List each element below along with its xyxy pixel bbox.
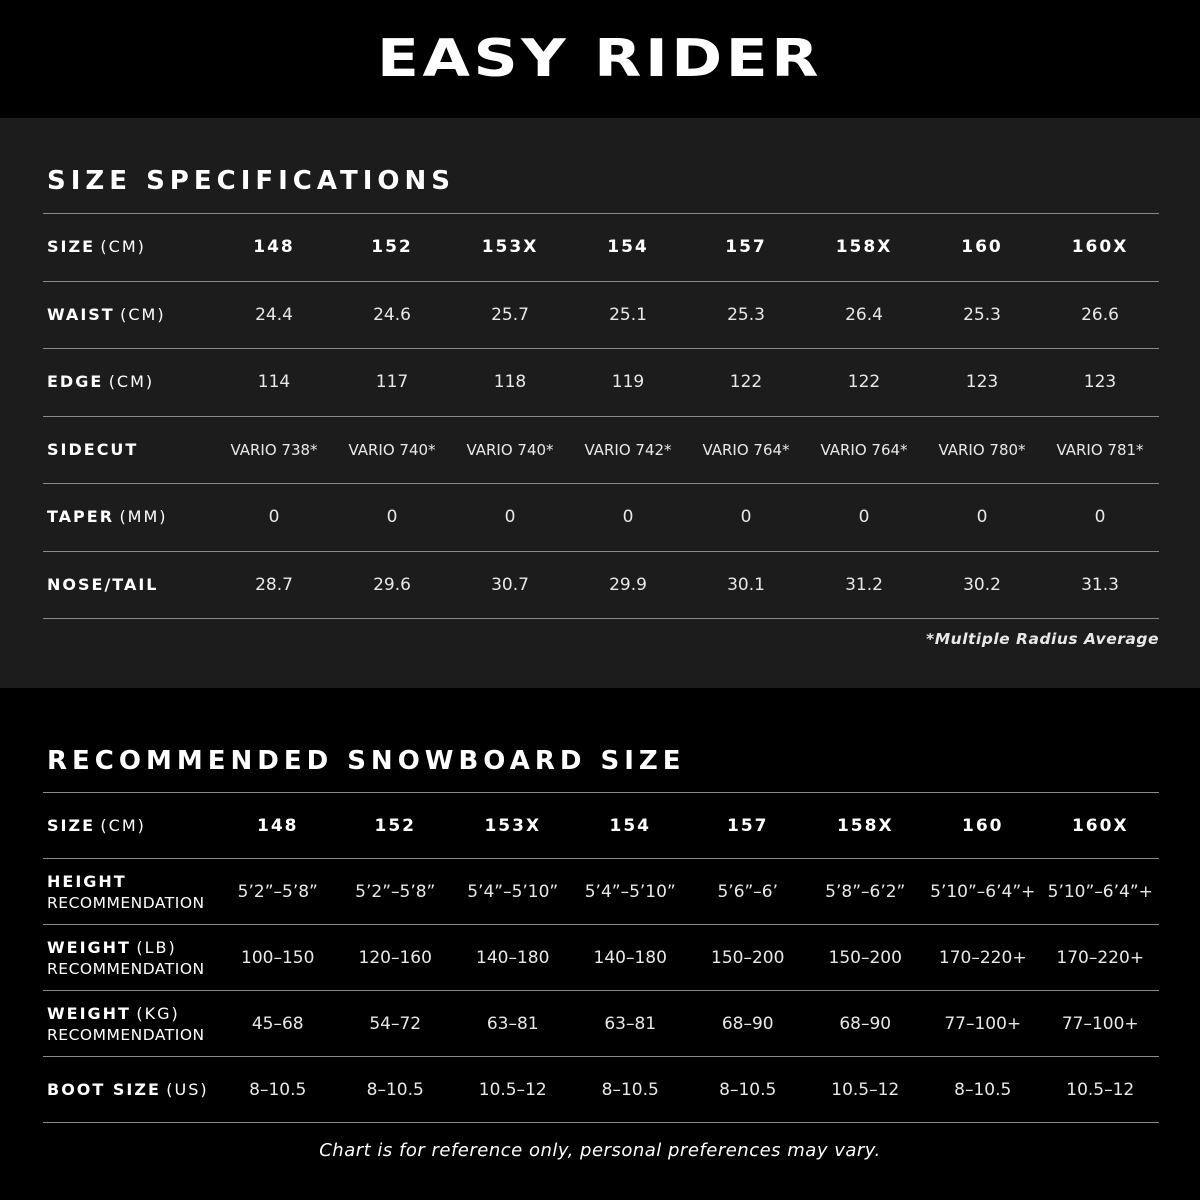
- table-cell: 24.6: [333, 281, 451, 349]
- table-cell: 10.5–12: [807, 1057, 925, 1123]
- table-cell: 0: [333, 484, 451, 552]
- page-header: [0, 0, 1200, 118]
- table-cell: VARIO 781*: [1041, 416, 1159, 484]
- row-label-unit: (CM): [100, 237, 146, 257]
- row-label-main: WAIST: [47, 304, 115, 324]
- row-label-main: TAPER: [47, 507, 115, 527]
- table-cell: VARIO 764*: [805, 416, 923, 484]
- table-cell: 122: [687, 349, 805, 417]
- table-cell: 170–220+: [924, 925, 1042, 991]
- table-cell: 0: [923, 484, 1041, 552]
- row-label: [43, 991, 219, 1057]
- table-cell: 68–90: [807, 991, 925, 1057]
- table-cell: 153X: [451, 214, 569, 282]
- table-cell: 0: [451, 484, 569, 552]
- row-label-main: WEIGHT: [47, 1003, 131, 1023]
- specs-heading: SIZE SPECIFICATIONS: [47, 166, 455, 196]
- table-cell: VARIO 764*: [687, 416, 805, 484]
- table-cell: 123: [1041, 349, 1159, 417]
- table-cell: 158X: [805, 214, 923, 282]
- table-cell: 25.1: [569, 281, 687, 349]
- table-cell: 5’10”–6’4”+: [1042, 859, 1160, 925]
- row-label: [43, 281, 215, 349]
- table-cell: 10.5–12: [454, 1057, 572, 1123]
- table-cell: 26.6: [1041, 281, 1159, 349]
- table-cell: 114: [215, 349, 333, 417]
- table-cell: 160X: [1041, 214, 1159, 282]
- table-cell: 68–90: [689, 991, 807, 1057]
- row-label-main: SIZE: [47, 237, 96, 257]
- row-label: [43, 214, 215, 282]
- table-row: [43, 281, 1159, 349]
- table-cell: VARIO 740*: [333, 416, 451, 484]
- row-label-unit: (KG): [136, 1003, 180, 1023]
- table-row: [43, 349, 1159, 417]
- table-cell: 30.7: [451, 551, 569, 619]
- row-label-unit: (US): [166, 1079, 209, 1099]
- table-cell: 0: [805, 484, 923, 552]
- table-cell: 25.3: [923, 281, 1041, 349]
- table-row: [43, 214, 1159, 282]
- table-cell: 30.2: [923, 551, 1041, 619]
- table-cell: VARIO 742*: [569, 416, 687, 484]
- table-cell: VARIO 740*: [451, 416, 569, 484]
- disclaimer-text: Chart is for reference only, personal preferences may vary.: [319, 1140, 881, 1161]
- row-label-main: EDGE: [47, 372, 104, 392]
- row-label-sub: RECOMMENDATION: [47, 1025, 205, 1044]
- table-cell: 31.2: [805, 551, 923, 619]
- table-cell: 118: [451, 349, 569, 417]
- table-cell: 123: [923, 349, 1041, 417]
- table-cell: 25.7: [451, 281, 569, 349]
- recommended-heading: RECOMMENDED SNOWBOARD SIZE: [47, 746, 686, 776]
- table-cell: 152: [333, 214, 451, 282]
- table-row: [43, 991, 1159, 1057]
- row-label-main: SIDECUT: [47, 439, 139, 459]
- table-cell: 45–68: [219, 991, 337, 1057]
- table-cell: 160: [923, 214, 1041, 282]
- row-label-unit: (CM): [108, 372, 155, 392]
- table-cell: 29.6: [333, 551, 451, 619]
- table-cell: 160: [924, 793, 1042, 859]
- table-row: [43, 484, 1159, 552]
- table-cell: 26.4: [805, 281, 923, 349]
- table-cell: 148: [219, 793, 337, 859]
- table-cell: 150–200: [689, 925, 807, 991]
- table-cell: 77–100+: [924, 991, 1042, 1057]
- table-cell: 157: [689, 793, 807, 859]
- table-cell: 140–180: [572, 925, 690, 991]
- row-label: [43, 793, 219, 859]
- row-label: [43, 551, 215, 619]
- table-row: [43, 859, 1159, 925]
- table-cell: 8–10.5: [689, 1057, 807, 1123]
- table-cell: 8–10.5: [924, 1057, 1042, 1123]
- table-cell: 77–100+: [1042, 991, 1160, 1057]
- table-cell: 8–10.5: [572, 1057, 690, 1123]
- table-cell: 30.1: [687, 551, 805, 619]
- table-cell: 150–200: [807, 925, 925, 991]
- table-cell: 5’2”–5’8”: [219, 859, 337, 925]
- row-label: [43, 484, 215, 552]
- table-cell: VARIO 738*: [215, 416, 333, 484]
- row-label-main: WEIGHT: [47, 937, 131, 957]
- page-title: EASY RIDER: [377, 29, 823, 89]
- table-cell: 10.5–12: [1042, 1057, 1160, 1123]
- row-label-main: BOOT SIZE: [47, 1079, 161, 1099]
- table-cell: 0: [1041, 484, 1159, 552]
- table-cell: 8–10.5: [219, 1057, 337, 1123]
- table-cell: 5’8”–6’2”: [807, 859, 925, 925]
- table-cell: 117: [333, 349, 451, 417]
- table-cell: 5’6”–6’: [689, 859, 807, 925]
- table-cell: 157: [687, 214, 805, 282]
- recommended-size-section: [0, 688, 1200, 1200]
- table-cell: 29.9: [569, 551, 687, 619]
- table-cell: 25.3: [687, 281, 805, 349]
- table-cell: 119: [569, 349, 687, 417]
- row-label-main: SIZE: [47, 815, 96, 835]
- recommended-table: [43, 792, 1159, 1123]
- table-cell: 5’2”–5’8”: [337, 859, 455, 925]
- table-cell: 63–81: [572, 991, 690, 1057]
- sidecut-footnote: *Multiple Radius Average: [926, 630, 1159, 648]
- table-cell: 8–10.5: [337, 1057, 455, 1123]
- specs-table: [43, 213, 1159, 619]
- table-cell: 54–72: [337, 991, 455, 1057]
- row-label-main: HEIGHT: [47, 871, 127, 891]
- table-cell: 160X: [1042, 793, 1160, 859]
- table-cell: 153X: [454, 793, 572, 859]
- row-label-main: NOSE/TAIL: [47, 574, 159, 594]
- table-cell: 140–180: [454, 925, 572, 991]
- row-label-sub: RECOMMENDATION: [47, 893, 205, 912]
- size-specifications-section: [0, 118, 1200, 688]
- row-label: [43, 349, 215, 417]
- row-label-unit: (CM): [120, 304, 166, 324]
- table-cell: 154: [572, 793, 690, 859]
- row-label-unit: (LB): [136, 937, 177, 957]
- table-cell: 5’4”–5’10”: [572, 859, 690, 925]
- row-label-unit: (MM): [119, 507, 168, 527]
- table-cell: 0: [687, 484, 805, 552]
- row-label: [43, 416, 215, 484]
- table-cell: 5’4”–5’10”: [454, 859, 572, 925]
- table-cell: 122: [805, 349, 923, 417]
- row-label: [43, 925, 219, 991]
- table-cell: 170–220+: [1042, 925, 1160, 991]
- table-cell: 63–81: [454, 991, 572, 1057]
- table-cell: 0: [569, 484, 687, 552]
- table-cell: 24.4: [215, 281, 333, 349]
- table-row: [43, 416, 1159, 484]
- table-cell: 148: [215, 214, 333, 282]
- row-label: [43, 1057, 219, 1123]
- table-cell: 152: [337, 793, 455, 859]
- table-cell: VARIO 780*: [923, 416, 1041, 484]
- table-cell: 120–160: [337, 925, 455, 991]
- table-row: [43, 1057, 1159, 1123]
- table-cell: 158X: [807, 793, 925, 859]
- row-label-sub: RECOMMENDATION: [47, 959, 205, 978]
- table-cell: 154: [569, 214, 687, 282]
- table-row: [43, 793, 1159, 859]
- table-cell: 5’10”–6’4”+: [924, 859, 1042, 925]
- table-cell: 31.3: [1041, 551, 1159, 619]
- row-label-unit: (CM): [100, 815, 146, 835]
- row-label: [43, 859, 219, 925]
- table-cell: 100–150: [219, 925, 337, 991]
- table-row: [43, 925, 1159, 991]
- table-cell: 28.7: [215, 551, 333, 619]
- table-cell: 0: [215, 484, 333, 552]
- table-row: [43, 551, 1159, 619]
